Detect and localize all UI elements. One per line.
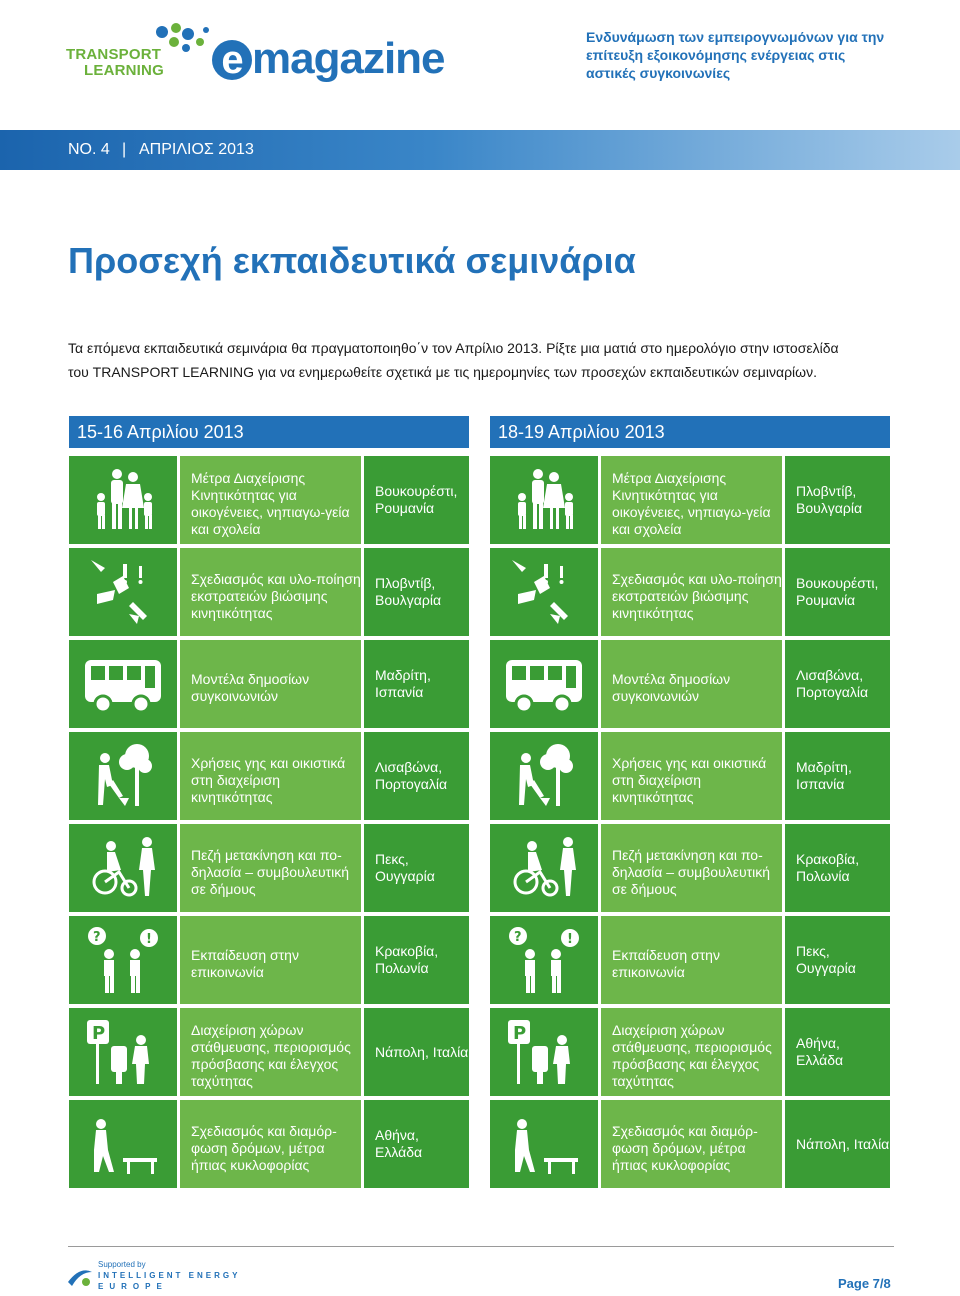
seminar-city: Νάπολη, Ιταλία — [785, 1100, 890, 1188]
seminar-city: Πεκς, Ουγγαρία — [364, 824, 469, 912]
seminar-row — [69, 732, 469, 820]
seminar-city: Βουκουρέστι, Ρουμανία — [785, 548, 890, 636]
seminar-row — [490, 456, 890, 544]
seminar-topic: Μοντέλα δημοσίων συγκοινωνιών — [601, 640, 782, 728]
street-design-icon — [504, 1108, 584, 1180]
walk-cycle-icon — [83, 832, 163, 904]
icon-cell — [69, 640, 177, 728]
icon-cell — [69, 916, 177, 1004]
icon-cell — [490, 824, 598, 912]
seminar-row — [69, 548, 469, 636]
svg-text:!: ! — [146, 932, 152, 947]
icon-cell — [490, 732, 598, 820]
icon-cell — [490, 916, 598, 1004]
icon-cell — [69, 548, 177, 636]
issue-bar — [0, 130, 960, 170]
seminar-row — [490, 640, 890, 728]
seminar-city: Πεκς, Ουγγαρία — [785, 916, 890, 1004]
icon-cell — [69, 732, 177, 820]
icon-cell — [69, 1008, 177, 1096]
family-icon — [504, 464, 584, 536]
seminar-topic: Σχεδιασμός και διαμόρ-φωση δρόμων, μέτρα ήπιας κυκλοφορίας — [601, 1100, 782, 1188]
svg-text:?: ? — [514, 930, 522, 945]
icon-cell — [490, 548, 598, 636]
seminar-topic: Χρήσεις γης και οικιστικά στη διαχείριση κινητικότητας — [180, 732, 361, 820]
seminar-row — [490, 916, 890, 1004]
seminar-topic: Χρήσεις γης και οικιστικά στη διαχείριση κινητικότητας — [601, 732, 782, 820]
tree-planting-icon — [83, 740, 163, 812]
emagazine-word: magazine — [252, 34, 445, 83]
seminar-topic: Σχεδιασμός και υλο-ποίηση εκστρατειών βιώσιμης κινητικότητας — [601, 548, 782, 636]
bus-icon — [83, 648, 163, 720]
svg-text:?: ? — [93, 930, 101, 945]
seminar-city: Λισαβώνα, Πορτογαλία — [785, 640, 890, 728]
icon-cell — [69, 456, 177, 544]
page-title: Προσεχή εκπαιδευτικά σεμινάρια — [68, 240, 636, 281]
campaign-icon — [83, 556, 163, 628]
seminar-row — [69, 824, 469, 912]
seminar-rows — [69, 456, 469, 1188]
seminar-city: Πλοβντίβ, Βουλγαρία — [364, 548, 469, 636]
ie-line-2: EUROPE — [98, 1282, 168, 1291]
parking-icon — [504, 1016, 584, 1088]
seminar-topic: Πεζή μετακίνηση και πο-δηλασία – συμβουλευτική σε δήμους — [180, 824, 361, 912]
ie-swoosh-icon — [66, 1262, 94, 1290]
parking-icon — [83, 1016, 163, 1088]
intelligent-energy-europe-logo — [66, 1260, 266, 1290]
icon-cell — [69, 824, 177, 912]
seminar-row — [490, 1008, 890, 1096]
seminar-row — [69, 456, 469, 544]
seminar-city: Αθήνα, Ελλάδα — [785, 1008, 890, 1096]
tree-planting-icon — [504, 740, 584, 812]
icon-cell — [490, 456, 598, 544]
emagazine-e: e — [212, 40, 252, 80]
seminar-topic: Μέτρα Διαχείρισης Κινητικότητας για οικογένειες, νηπιαγω-γεία και σχολεία — [601, 456, 782, 544]
logo-line-transport: TRANSPORT — [66, 46, 162, 63]
seminar-row — [69, 1100, 469, 1188]
seminar-city: Κρακοβία, Πολωνία — [364, 916, 469, 1004]
seminar-city: Μαδρίτη, Ισπανία — [364, 640, 469, 728]
seminar-row — [490, 824, 890, 912]
walk-cycle-icon — [504, 832, 584, 904]
seminar-topic: Πεζή μετακίνηση και πο-δηλασία – συμβουλευτική σε δήμους — [601, 824, 782, 912]
icon-cell — [490, 640, 598, 728]
seminar-column-right — [490, 416, 890, 1192]
issue-number: NO. 4 — [68, 141, 110, 158]
svg-text:P: P — [92, 1023, 106, 1044]
column-date-heading: 15-16 Απριλίου 2013 — [69, 416, 469, 448]
icon-cell — [490, 1008, 598, 1096]
communication-icon — [504, 924, 584, 996]
seminar-city: Νάπολη, Ιταλία — [364, 1008, 469, 1096]
campaign-icon — [504, 556, 584, 628]
intro-line-2: του TRANSPORT LEARNING για να ενημερωθείτε σχετικά με τις ημερομηνίες των προσεχών εκπαιδευτικών σεμιναρίων. — [68, 364, 817, 380]
column-date-heading: 18-19 Απριλίου 2013 — [490, 416, 890, 448]
seminar-column-left — [69, 416, 469, 1192]
svg-text:P: P — [513, 1023, 527, 1044]
icon-cell — [490, 1100, 598, 1188]
seminar-row — [490, 732, 890, 820]
issue-separator: | — [122, 141, 127, 158]
seminar-rows — [490, 456, 890, 1188]
seminar-city: Πλοβντίβ, Βουλγαρία — [785, 456, 890, 544]
seminar-row — [69, 1008, 469, 1096]
supported-by-label: Supported by — [98, 1260, 146, 1269]
page-number: Page 7/8 — [838, 1276, 891, 1291]
seminar-row — [69, 640, 469, 728]
seminar-topic: Μοντέλα δημοσίων συγκοινωνιών — [180, 640, 361, 728]
seminar-city: Λισαβώνα, Πορτογαλία — [364, 732, 469, 820]
seminar-row — [490, 548, 890, 636]
transport-learning-logo — [66, 22, 216, 82]
ie-line-1: INTELLIGENT ENERGY — [98, 1271, 241, 1280]
communication-icon — [83, 924, 163, 996]
intro-paragraph — [68, 336, 898, 384]
seminar-city: Βουκουρέστι, Ρουμανία — [364, 456, 469, 544]
footer-divider — [68, 1246, 894, 1247]
seminar-row — [490, 1100, 890, 1188]
seminar-topic: Διαχείριση χώρων στάθμευσης, περιορισμός πρόσβασης και έλεγχος ταχύτητας — [601, 1008, 782, 1096]
seminar-city: Μαδρίτη, Ισπανία — [785, 732, 890, 820]
header-tagline: Ενδυνάμωση των εμπειρογνωμόνων για την επίτευξη εξοικονόμησης ενέργειας στις αστικές συγκοινωνίες — [586, 29, 885, 81]
seminar-topic: Διαχείριση χώρων στάθμευσης, περιορισμός πρόσβασης και έλεγχος ταχύτητας — [180, 1008, 361, 1096]
seminar-city: Αθήνα, Ελλάδα — [364, 1100, 469, 1188]
bus-icon — [504, 648, 584, 720]
logo-line-learning: LEARNING — [84, 62, 164, 79]
intro-line-1: Τα επόμενα εκπαιδευτικά σεμινάρια θα πραγματοποιηθο΄ν τον Απρίλιο 2013. Ρίξτε μια ματιά στο ημερολόγιο στην ιστοσελίδα — [68, 340, 839, 356]
issue-date: ΑΠΡΙΛΙΟΣ 2013 — [139, 141, 254, 158]
svg-text:!: ! — [567, 932, 573, 947]
street-design-icon — [83, 1108, 163, 1180]
seminar-topic: Μέτρα Διαχείρισης Κινητικότητας για οικογένειες, νηπιαγω-γεία και σχολεία — [180, 456, 361, 544]
emagazine-logo — [212, 34, 445, 84]
family-icon — [83, 464, 163, 536]
seminar-topic: Εκπαίδευση στην επικοινωνία — [601, 916, 782, 1004]
seminar-topic: Σχεδιασμός και υλο-ποίηση εκστρατειών βιώσιμης κινητικότητας — [180, 548, 361, 636]
seminar-topic: Εκπαίδευση στην επικοινωνία — [180, 916, 361, 1004]
seminar-row — [69, 916, 469, 1004]
seminar-city: Κρακοβία, Πολωνία — [785, 824, 890, 912]
icon-cell — [69, 1100, 177, 1188]
seminar-topic: Σχεδιασμός και διαμόρ-φωση δρόμων, μέτρα ήπιας κυκλοφορίας — [180, 1100, 361, 1188]
